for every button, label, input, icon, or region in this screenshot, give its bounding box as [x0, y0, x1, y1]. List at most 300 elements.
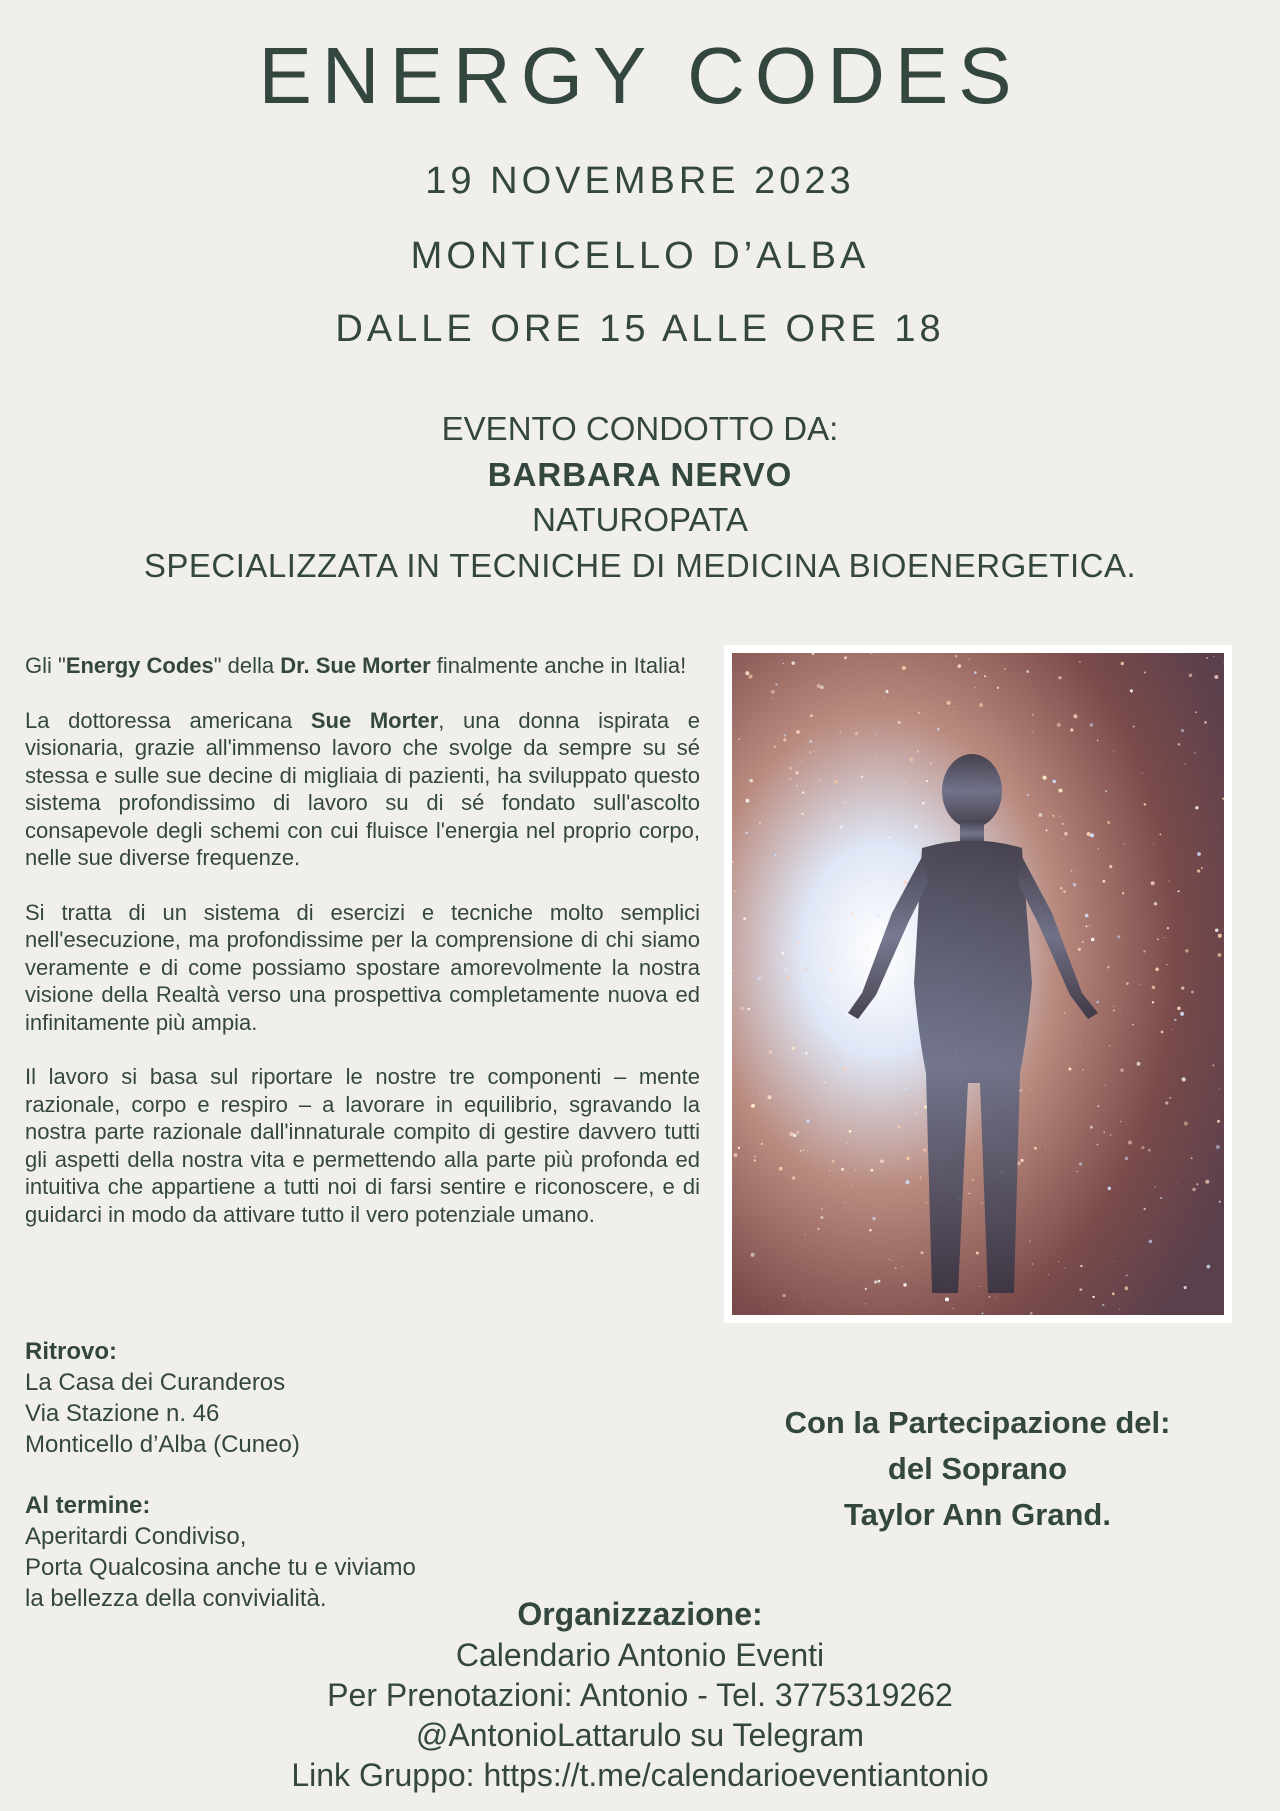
star [1191, 1157, 1193, 1159]
star [883, 812, 885, 814]
star [832, 1063, 833, 1064]
star [797, 1131, 800, 1134]
star [945, 1297, 949, 1301]
event-date: 19 NOVEMBRE 2023 [425, 160, 855, 202]
star [1147, 837, 1148, 838]
star [804, 870, 805, 871]
star [1166, 964, 1167, 965]
star [857, 718, 858, 719]
star [1184, 1286, 1187, 1289]
star [1079, 1162, 1082, 1165]
star [1032, 1263, 1033, 1264]
text-span: " della [213, 653, 281, 678]
leader-name: BARBARA NERVO [487, 456, 793, 493]
text-span: La dottoressa americana [25, 707, 311, 733]
star [734, 890, 737, 893]
star [1120, 1121, 1122, 1123]
star [937, 728, 940, 731]
star [1155, 1187, 1156, 1188]
star [976, 1251, 979, 1254]
star [910, 1060, 911, 1061]
star [847, 1097, 848, 1098]
star [817, 1228, 819, 1230]
star [820, 1216, 823, 1219]
star [1169, 1097, 1171, 1099]
closing-line: la bellezza della convivialità. [25, 1585, 327, 1612]
star [1077, 1171, 1078, 1172]
star [1097, 848, 1099, 850]
star [920, 1178, 922, 1180]
star [1178, 890, 1180, 892]
star [898, 1125, 901, 1128]
star [1219, 1201, 1221, 1203]
star [1168, 880, 1170, 882]
star [889, 1259, 890, 1260]
star [1144, 803, 1147, 806]
star [1192, 1188, 1195, 1191]
star [1137, 1062, 1141, 1066]
star [1052, 815, 1054, 817]
star [741, 1007, 745, 1011]
star [1132, 1024, 1134, 1026]
star [1197, 852, 1201, 856]
star [854, 918, 856, 920]
star [1178, 743, 1180, 745]
paragraph-intro [25, 652, 700, 680]
star [1154, 902, 1158, 906]
star [759, 1093, 760, 1094]
star [905, 1087, 908, 1090]
star [764, 1307, 765, 1308]
star [1090, 1126, 1093, 1129]
star [989, 1296, 991, 1298]
star [758, 977, 761, 980]
star [866, 949, 868, 951]
star [810, 714, 813, 717]
star [876, 734, 877, 735]
star [805, 1234, 806, 1235]
star [1112, 1292, 1115, 1295]
star [806, 1120, 809, 1123]
event-place: MONTICELLO D’ALBA [410, 235, 870, 277]
star [1152, 986, 1155, 989]
star [800, 761, 801, 762]
star [855, 732, 858, 735]
star [930, 762, 932, 764]
star [1057, 723, 1061, 727]
star [813, 751, 814, 752]
star [798, 941, 801, 944]
star [982, 1307, 983, 1308]
meeting-heading: Ritrovo: [25, 1338, 117, 1365]
star [1045, 1145, 1046, 1146]
star [745, 671, 749, 675]
star [1063, 890, 1066, 893]
star [1052, 780, 1055, 783]
star [1201, 867, 1203, 869]
star [1218, 934, 1222, 938]
star [800, 1150, 802, 1152]
event-time: DALLE ORE 15 ALLE ORE 18 [335, 308, 945, 350]
star [775, 683, 777, 685]
star [906, 1157, 909, 1160]
star [1107, 821, 1110, 824]
paragraph-system: Si tratta di un sistema di esercizi e tecniche molto semplici nell'esecuzione, ma profondissime per la comprensione di chi siamo veramente e di come possiamo spostare amorevolmente la nostra visione della Realtà verso una prospettiva completamente nuova ed infinitamente più ampia. [25, 899, 700, 1035]
star [1056, 702, 1057, 703]
star [1123, 1140, 1124, 1141]
star [1223, 662, 1224, 663]
star [902, 1266, 903, 1267]
star [1205, 1180, 1209, 1184]
star [1114, 1261, 1115, 1262]
star [1153, 844, 1154, 845]
leader-specialty: SPECIALIZZATA IN TECNICHE DI MEDICINA BIOENERGETICA. [143, 547, 1137, 584]
star [1073, 714, 1077, 718]
star [1110, 1134, 1112, 1136]
star [1216, 828, 1217, 829]
star [1161, 934, 1162, 935]
star [1096, 1001, 1099, 1004]
star [1048, 1274, 1049, 1275]
star [851, 913, 853, 915]
star [1126, 1275, 1128, 1277]
star [832, 1160, 835, 1163]
star [953, 1308, 954, 1309]
star [1032, 731, 1034, 733]
star [1054, 658, 1055, 659]
star [829, 1170, 830, 1171]
star [1087, 832, 1091, 836]
star [918, 712, 920, 714]
star [847, 1062, 849, 1064]
star [1068, 1067, 1071, 1070]
star [796, 785, 798, 787]
star [877, 914, 879, 916]
star [1219, 1089, 1220, 1090]
star [748, 1019, 749, 1020]
star [1213, 656, 1214, 657]
star [1085, 914, 1089, 918]
star [1064, 1012, 1065, 1013]
star [738, 738, 740, 740]
star [903, 1283, 907, 1287]
star [781, 952, 784, 955]
star [1082, 941, 1084, 943]
star [1109, 1045, 1110, 1046]
star [880, 1159, 884, 1163]
star [903, 881, 907, 885]
star [1091, 938, 1094, 941]
text-span: finalmente anche in Italia! [430, 653, 687, 678]
star [783, 920, 784, 921]
star [947, 701, 951, 705]
star [754, 1159, 756, 1161]
star [1060, 887, 1062, 889]
star [1143, 950, 1145, 952]
star [920, 1251, 923, 1254]
star [783, 738, 786, 741]
star [888, 914, 889, 915]
star [1157, 938, 1159, 940]
star [922, 802, 925, 805]
star [1180, 1012, 1184, 1016]
star [772, 698, 773, 699]
star [870, 1169, 873, 1172]
star [774, 854, 776, 856]
star [1160, 1197, 1162, 1199]
star [1195, 806, 1198, 809]
star [1113, 1010, 1115, 1012]
star [949, 662, 950, 663]
star [1189, 674, 1193, 678]
star [767, 1095, 771, 1099]
meeting-venue: La Casa dei Curanderos [25, 1369, 286, 1396]
text-bold: Sue Morter [310, 707, 439, 733]
star [1195, 711, 1197, 713]
closing-heading: Al termine: [25, 1492, 151, 1519]
star [1102, 880, 1105, 883]
star [809, 740, 813, 744]
star [1026, 722, 1027, 723]
leader-role: NATUROPATA [532, 501, 748, 538]
star [1121, 662, 1124, 665]
star [1105, 790, 1107, 792]
star [1141, 1146, 1144, 1149]
star [803, 1149, 804, 1150]
star [820, 686, 824, 690]
star [979, 703, 983, 707]
star [906, 805, 908, 807]
star [843, 1067, 847, 1071]
star [875, 756, 876, 757]
star [844, 802, 846, 804]
star [1177, 1183, 1178, 1184]
star [874, 1280, 877, 1283]
star [972, 1179, 974, 1181]
star [1191, 991, 1194, 994]
star [900, 1036, 902, 1038]
star [789, 778, 791, 780]
star [1071, 870, 1073, 872]
star [914, 1003, 916, 1005]
star [1102, 1304, 1104, 1306]
star [872, 1217, 876, 1221]
star [914, 824, 918, 828]
cosmic-figure-illustration [732, 653, 1224, 1315]
star [905, 865, 906, 866]
participation-block [720, 1400, 1235, 1538]
star [1184, 763, 1185, 764]
star [804, 981, 806, 983]
star [898, 721, 901, 724]
star [974, 671, 977, 674]
star [738, 1147, 740, 1149]
star [746, 832, 748, 834]
star [1105, 1085, 1106, 1086]
star [1027, 794, 1029, 796]
star [1029, 1241, 1030, 1242]
star [830, 1001, 832, 1003]
star [849, 1130, 852, 1133]
star [906, 1180, 910, 1184]
meeting-info [25, 1336, 300, 1460]
participation-line: Taylor Ann Grand. [844, 1497, 1111, 1532]
star [1215, 928, 1219, 932]
star [1155, 968, 1159, 972]
star [791, 661, 794, 664]
star [855, 1169, 857, 1171]
star [1164, 937, 1165, 938]
star [957, 664, 961, 668]
star [1185, 995, 1186, 996]
star [1117, 935, 1120, 938]
star [785, 968, 787, 970]
star [1216, 1145, 1220, 1149]
star [845, 1202, 846, 1203]
star [1030, 1090, 1031, 1091]
star [883, 696, 884, 697]
star [819, 779, 821, 781]
organization-name: Calendario Antonio Eventi [455, 1637, 825, 1673]
star [865, 1044, 866, 1045]
star [796, 730, 800, 734]
star [903, 782, 905, 784]
star [1144, 706, 1145, 707]
star [1162, 763, 1163, 764]
star [1126, 982, 1129, 985]
star [899, 1114, 900, 1115]
star [1177, 1006, 1181, 1010]
star [771, 690, 775, 694]
star [1119, 1309, 1120, 1310]
star [1166, 981, 1167, 982]
star [917, 750, 919, 752]
star [1165, 1101, 1168, 1104]
star [885, 690, 888, 693]
star [783, 663, 784, 664]
text-bold: Dr. Sue Morter [280, 653, 431, 678]
star [1204, 721, 1206, 723]
star [1197, 870, 1200, 873]
star [909, 758, 913, 762]
star [821, 1208, 823, 1210]
star [1079, 661, 1080, 662]
participation-line: del Soprano [887, 1451, 1068, 1486]
star [776, 956, 777, 957]
star [1124, 843, 1125, 844]
star [774, 746, 776, 748]
star [748, 674, 752, 678]
star [861, 776, 864, 779]
star [1082, 1069, 1083, 1070]
star [893, 683, 894, 684]
star [1080, 1265, 1082, 1267]
cosmic-figure-image [724, 645, 1232, 1323]
star [1130, 689, 1133, 692]
star [1214, 675, 1218, 679]
star [860, 832, 862, 834]
star [787, 976, 790, 979]
star [1113, 1006, 1114, 1007]
star [1171, 1029, 1172, 1030]
star [1159, 833, 1161, 835]
star [981, 1202, 982, 1203]
event-title: ENERGY CODES [258, 31, 1022, 120]
star [841, 1168, 844, 1171]
star [817, 1098, 819, 1100]
star [954, 711, 955, 712]
star [1125, 1157, 1128, 1160]
star [810, 751, 812, 753]
star [1058, 676, 1061, 679]
star [964, 737, 965, 738]
star [979, 1286, 980, 1287]
star [869, 881, 870, 882]
star [995, 1297, 996, 1298]
star [1097, 1105, 1099, 1107]
star [749, 779, 753, 783]
star [850, 1083, 852, 1085]
star [1079, 1288, 1082, 1291]
star [1064, 1268, 1065, 1269]
star [889, 837, 891, 839]
star [789, 1132, 793, 1136]
star [895, 1267, 897, 1269]
star [1059, 816, 1060, 817]
star [902, 666, 906, 670]
star [1144, 1208, 1146, 1210]
star [1197, 1069, 1198, 1070]
star [759, 822, 761, 824]
star [1206, 657, 1208, 659]
star [1078, 948, 1081, 951]
star [873, 1062, 876, 1065]
star [1185, 949, 1189, 953]
star [834, 815, 836, 817]
star [851, 1186, 852, 1187]
star [1140, 984, 1141, 985]
star [1149, 1240, 1153, 1244]
star [926, 780, 928, 782]
star [754, 1156, 756, 1158]
star [1151, 881, 1155, 885]
meeting-city: Monticello d’Alba (Cuneo) [25, 1431, 300, 1458]
star [1161, 1031, 1164, 1034]
text-span: , una donna ispirata e visionaria, grazie all'immenso lavoro che svolge da sempre su sé stessa e sulle sue decine di migliaia di pazienti, ha sviluppato questo sistema profondissimo di lavoro su di sé fondato sull'ascolto consapevole degli schemi con cui fluisce l'energia nel proprio corpo, nelle sue diverse frequenze. [25, 707, 700, 870]
star [801, 813, 803, 815]
star [1080, 1042, 1081, 1043]
star [745, 799, 749, 803]
star [884, 1060, 885, 1061]
star [784, 734, 786, 736]
meeting-address: Via Stazione n. 46 [25, 1400, 220, 1427]
star [923, 1148, 926, 1151]
star [795, 771, 798, 774]
star [846, 1014, 848, 1016]
star [1012, 775, 1013, 776]
star [1090, 723, 1093, 726]
star [1030, 1312, 1033, 1315]
star [1167, 927, 1169, 929]
text-bold: Energy Codes [65, 653, 214, 678]
closing-line: Aperitardi Condiviso, [25, 1523, 247, 1550]
star [1108, 1187, 1112, 1191]
star [1113, 750, 1114, 751]
star [854, 972, 855, 973]
star [1097, 740, 1099, 742]
star [840, 826, 843, 829]
star [1086, 925, 1088, 927]
